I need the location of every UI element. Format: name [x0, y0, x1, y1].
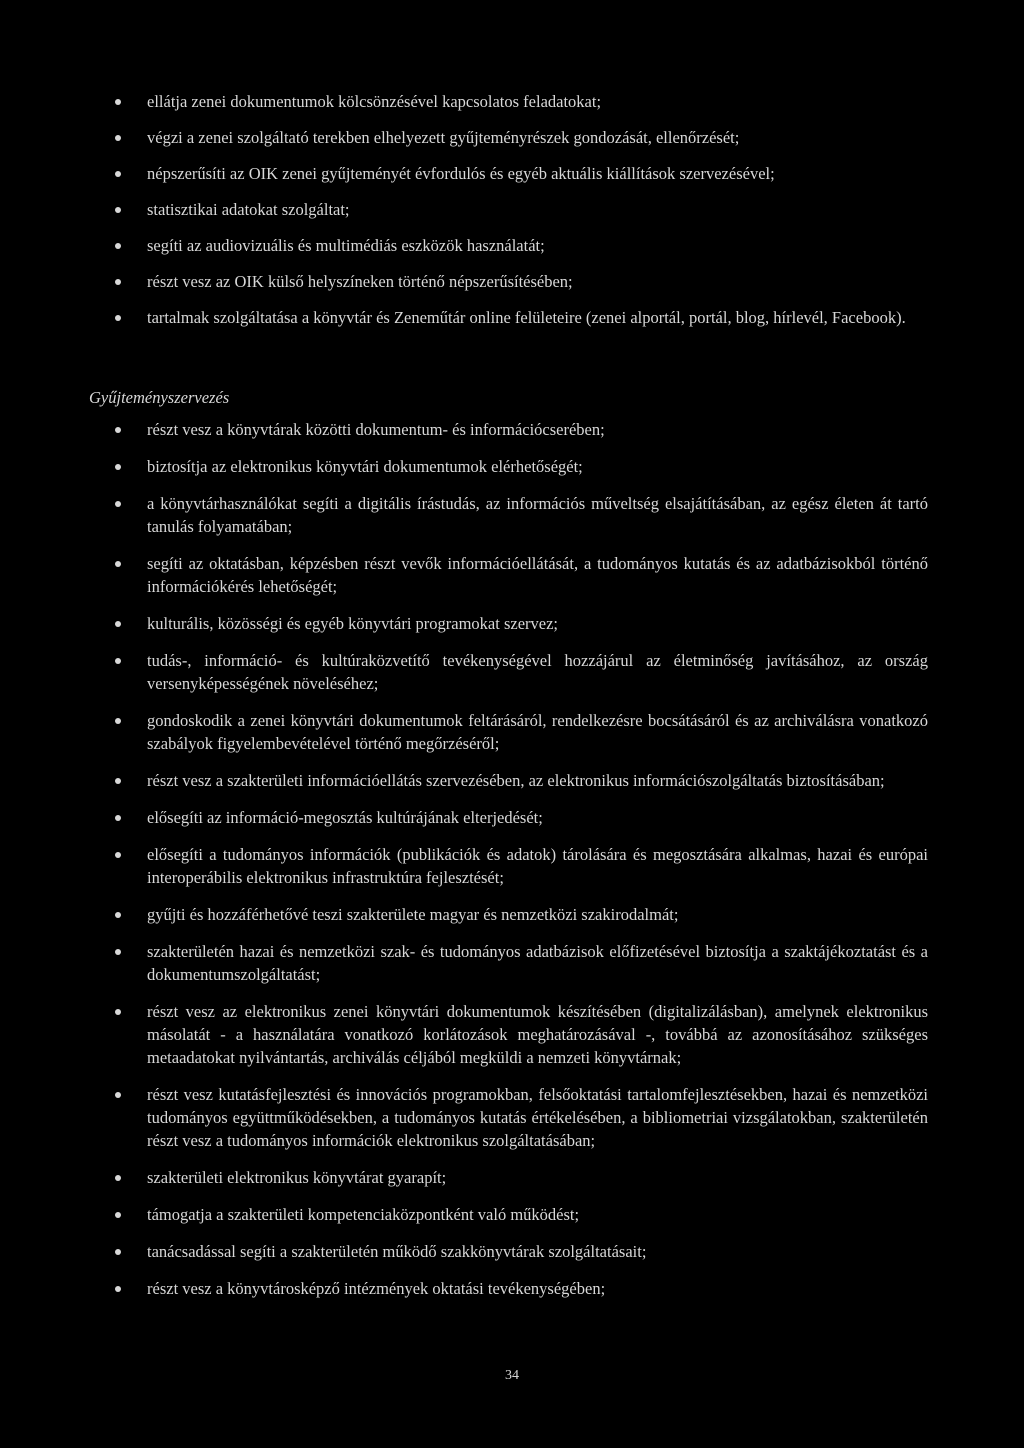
list-item: a könyvtárhasználókat segíti a digitális írástudás, az információs műveltség elsajátításában, az egész életen át tartó tanulás folyamatában;: [113, 492, 928, 538]
list-item: biztosítja az elektronikus könyvtári dokumentumok elérhetőségét;: [113, 455, 928, 478]
list-item: statisztikai adatokat szolgáltat;: [113, 198, 928, 221]
list-item: tudás-, információ- és kultúraközvetítő tevékenységével hozzájárul az életminőség javításához, az ország versenyképességének növeléséhez;: [113, 649, 928, 695]
list-item: ellátja zenei dokumentumok kölcsönzésével kapcsolatos feladatokat;: [113, 90, 928, 113]
list-item: tartalmak szolgáltatása a könyvtár és Zeneműtár online felületeire (zenei alportál, portál, blog, hírlevél, Facebook).: [113, 306, 928, 329]
list-item: szakterületi elektronikus könyvtárat gyarapít;: [113, 1166, 928, 1189]
list-item: segíti az oktatásban, képzésben részt vevők információellátását, a tudományos kutatás és az adatbázisokból történő információkérés lehetőségét;: [113, 552, 928, 598]
list-item: elősegíti a tudományos információk (publikációk és adatok) tárolására és megosztására alkalmas, hazai és európai interoperábilis elektronikus infrastruktúra fejlesztését;: [113, 843, 928, 889]
list-item: kulturális, közösségi és egyéb könyvtári programokat szervez;: [113, 612, 928, 635]
list-item: gondoskodik a zenei könyvtári dokumentumok feltárásáról, rendelkezésre bocsátásáról és az archiválásra vonatkozó szabályok figyelembevételével történő megőrzéséről;: [113, 709, 928, 755]
task-list-collection: [113, 418, 928, 1314]
section-heading: Gyűjteményszervezés: [89, 388, 230, 407]
list-item: végzi a zenei szolgáltató terekben elhelyezett gyűjteményrészek gondozását, ellenőrzését;: [113, 126, 928, 149]
list-item: támogatja a szakterületi kompetenciaközpontként való működést;: [113, 1203, 928, 1226]
list-item: részt vesz a könyvtárak közötti dokumentum- és információcserében;: [113, 418, 928, 441]
list-item: szakterületén hazai és nemzetközi szak- és tudományos adatbázisok előfizetésével biztosítja a szaktájékoztatást és a dokumentumszolgáltatást;: [113, 940, 928, 986]
list-item: részt vesz a szakterületi információellátás szervezésében, az elektronikus információszolgáltatás biztosításában;: [113, 769, 928, 792]
list-item: részt vesz a könyvtárosképző intézmények oktatási tevékenységében;: [113, 1277, 928, 1300]
list-item: gyűjti és hozzáférhetővé teszi szakterülete magyar és nemzetközi szakirodalmát;: [113, 903, 928, 926]
list-item: részt vesz kutatásfejlesztési és innovációs programokban, felsőoktatási tartalomfejlesztésekben, hazai és nemzetközi tudományos együttműködésekben, a tudományos kutatás értékelésében, a bibliometriai vizsgálatokban, szakterületén részt vesz a tudományos információk elektronikus szolgáltatásában;: [113, 1083, 928, 1152]
page-number: 34: [505, 1368, 519, 1383]
task-list-top: [113, 90, 928, 342]
list-item: népszerűsíti az OIK zenei gyűjteményét évfordulós és egyéb aktuális kiállítások szervezésével;: [113, 162, 928, 185]
list-item: részt vesz az elektronikus zenei könyvtári dokumentumok készítésében (digitalizálásban), amelynek elektronikus másolatát - a használatára vonatkozó korlátozások meghatározásával -, továbbá az azonosításához szükséges metaadatokat nyilvántartás, archiválás céljából megküldi a nemzeti könyvtárnak;: [113, 1000, 928, 1069]
list-item: segíti az audiovizuális és multimédiás eszközök használatát;: [113, 234, 928, 257]
list-item: tanácsadással segíti a szakterületén működő szakkönyvtárak szolgáltatásait;: [113, 1240, 928, 1263]
list-item: elősegíti az információ-megosztás kultúrájának elterjedését;: [113, 806, 928, 829]
list-item: részt vesz az OIK külső helyszíneken történő népszerűsítésében;: [113, 270, 928, 293]
